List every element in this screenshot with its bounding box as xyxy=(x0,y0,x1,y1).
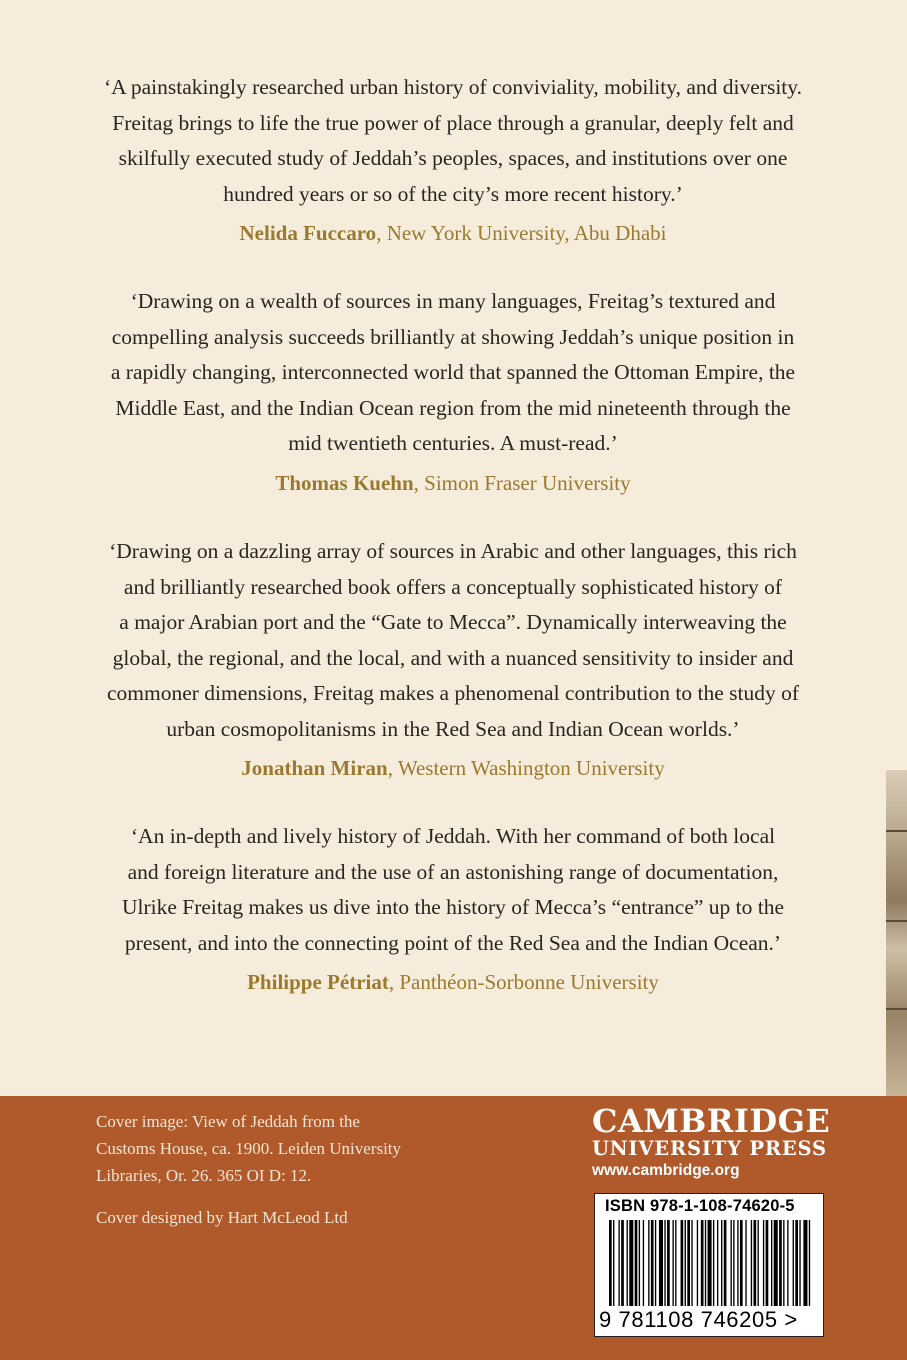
barcode-bar xyxy=(799,1220,800,1306)
barcode-bar xyxy=(779,1220,782,1306)
endorser-affiliation: , Simon Fraser University xyxy=(413,470,631,495)
endorser-affiliation: , Panthéon-Sorbonne University xyxy=(388,970,659,994)
barcode-bar xyxy=(705,1220,706,1306)
barcode-icon xyxy=(605,1220,813,1306)
barcode-bar xyxy=(721,1220,722,1306)
endorsement-attribution xyxy=(56,468,850,498)
barcode-bar xyxy=(685,1220,686,1306)
endorsement-attribution xyxy=(56,753,850,783)
barcode-bar xyxy=(697,1220,698,1306)
barcode-bar xyxy=(708,1220,712,1306)
barcode-bar xyxy=(627,1220,628,1306)
barcode-bar xyxy=(751,1220,752,1306)
barcode-bar xyxy=(655,1220,656,1306)
barcode-bar xyxy=(701,1220,704,1306)
publisher-name: CAMBRIDGE xyxy=(592,1102,831,1140)
cover-image-credit: Cover image: View of Jeddah from the Customs House, ca. 1900. Leiden University Libraries, Or. 26. 365 OI D: 12. xyxy=(96,1112,402,1185)
endorsement-attribution xyxy=(56,967,850,997)
barcode-bar xyxy=(758,1220,759,1306)
barcode-bar xyxy=(621,1220,624,1306)
endorsement-text: ‘A painstakingly researched urban history of conviviality, mobility, and diversity. Freitag brings to life the true power of place through a granular, deeply felt and skilfully executed study of Jeddah’s peoples, spaces, and institutions over one hundred years or so of the city’s more recent history.’ xyxy=(104,75,802,206)
endorser-name: Philippe Pétriat xyxy=(247,970,389,994)
barcode-bar xyxy=(635,1220,638,1306)
barcode-bar xyxy=(753,1220,756,1306)
barcode-bar xyxy=(667,1220,670,1306)
barcode-bar xyxy=(687,1220,690,1306)
barcode-bar xyxy=(675,1220,676,1306)
publisher-subname: UNIVERSITY PRESS xyxy=(592,1137,827,1160)
barcode-bar xyxy=(713,1220,714,1306)
endorser-affiliation: , Western Washington University xyxy=(387,756,665,780)
endorsement-attribution xyxy=(56,218,850,248)
barcode-bar xyxy=(733,1220,734,1306)
endorsement-3 xyxy=(56,534,850,783)
barcode-bar xyxy=(803,1220,807,1306)
barcode-bar xyxy=(639,1220,640,1306)
barcode-bar xyxy=(774,1220,778,1306)
barcode-digits: 9 781108 746205 > xyxy=(599,1307,798,1332)
barcode-bar xyxy=(740,1220,743,1306)
barcode-bar xyxy=(629,1220,633,1306)
endorser-affiliation: , New York University, Abu Dhabi xyxy=(376,221,667,245)
barcode-bar xyxy=(618,1220,619,1306)
barcode-bar xyxy=(681,1220,684,1306)
endorsement-2 xyxy=(56,284,850,498)
publisher-website: www.cambridge.org xyxy=(592,1162,740,1179)
cover-design-credit: Cover designed by Hart McLeod Ltd xyxy=(96,1208,348,1227)
barcode-bar xyxy=(643,1220,644,1306)
barcode-bar xyxy=(613,1220,614,1306)
barcode-bar xyxy=(783,1220,784,1306)
barcode-bar xyxy=(771,1220,772,1306)
barcode-bar xyxy=(745,1220,746,1306)
endorser-name: Jonathan Miran xyxy=(241,756,388,780)
barcode-bar xyxy=(731,1220,732,1306)
barcode-bar xyxy=(672,1220,673,1306)
endorsement-4 xyxy=(56,819,850,997)
barcode-bar xyxy=(793,1220,794,1306)
endorsement-1 xyxy=(56,70,850,248)
barcode-bar xyxy=(664,1220,665,1306)
barcode-bar xyxy=(648,1220,649,1306)
endorsement-text: ‘Drawing on a wealth of sources in many languages, Freitag’s textured and compelling analysis succeeds brilliantly at showing Jeddah’s unique position in a rapidly changing, interconnected world that spanned the Ottoman Empire, the Middle East, and the Indian Ocean region from the mid nineteenth through the mid twentieth centuries. A must-read.’ xyxy=(110,289,796,455)
barcode-bar xyxy=(724,1220,727,1306)
publisher-logo xyxy=(592,1104,832,1182)
endorsement-text: ‘An in-depth and lively history of Jeddah. With her command of both local and foreign literature and the use of an astonishing range of documentation, Ulrike Freitag makes us dive into the history of Mecca’s “entrance” up to the present, and into the connecting point of the Red Sea and the Indian Ocean.’ xyxy=(121,824,785,955)
barcode-bar xyxy=(766,1220,769,1306)
cover-photo-edge xyxy=(886,770,907,1096)
barcode-bar xyxy=(651,1220,654,1306)
barcode-bar xyxy=(737,1220,738,1306)
barcode-bar xyxy=(659,1220,663,1306)
barcode-bar xyxy=(609,1220,612,1306)
barcode-bar xyxy=(795,1220,798,1306)
barcode-bar xyxy=(717,1220,718,1306)
endorsement-text: ‘Drawing on a dazzling array of sources in Arabic and other languages, this rich and brilliantly researched book offers a conceptually sophisticated history of a major Arabian port and the “Gate to Mecca”. Dynamically interweaving the global, the regional, and the local, and with a nuanced sensitivity to insider and commoner dimensions, Freitag makes a phenomenal contribution to the study of urban cosmopolitanisms in the Red Sea and Indian Ocean worlds.’ xyxy=(106,539,800,741)
isbn-number: ISBN 978-1-108-74620-5 xyxy=(605,1197,795,1215)
endorser-name: Thomas Kuehn xyxy=(275,470,414,495)
isbn-barcode-box xyxy=(594,1193,824,1337)
barcode-bar xyxy=(787,1220,788,1306)
barcode-bar xyxy=(809,1220,810,1306)
barcode-bar xyxy=(763,1220,764,1306)
endorser-name: Nelida Fuccaro xyxy=(239,221,377,245)
barcode-bar xyxy=(691,1220,692,1306)
